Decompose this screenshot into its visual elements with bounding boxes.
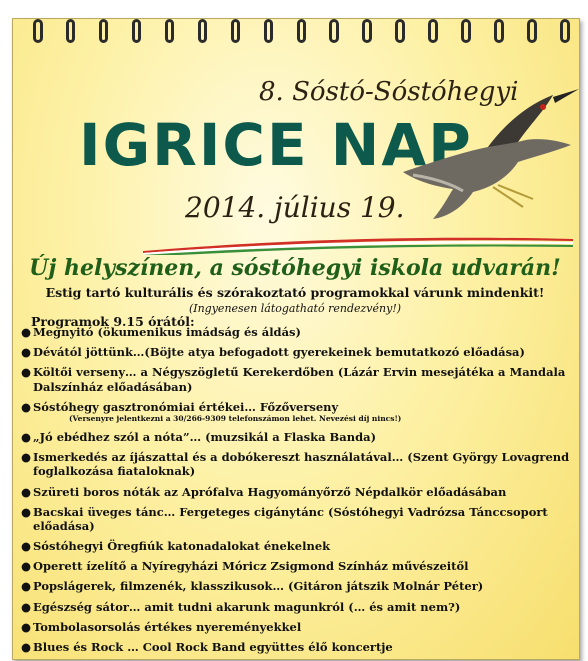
spiral-ring (231, 19, 241, 43)
program-subnote: (Versenyre jelentkezni a 30/266-9309 telefonszámon lehet. Nevezési díj nincs!) (69, 414, 402, 424)
bullet-icon: ● (21, 365, 32, 380)
programs-heading: Programok 9.15 órától: (31, 314, 195, 329)
program-text: Megnyitó (ökumenikus imádság és áldás) (33, 325, 301, 339)
event-subtitle: 8. Sóstó-Sóstóhegyi (259, 77, 519, 107)
free-entry-note: (Ingyenesen látogatható rendezvény!) (188, 302, 402, 315)
program-text: Egészség sátor… amit tudni akarunk magunkról (… és amit nem?) (33, 599, 461, 614)
program-item (21, 325, 571, 340)
spiral-ring (132, 19, 142, 43)
spiral-ring (428, 19, 438, 43)
program-item (21, 365, 571, 394)
bullet-icon: ● (21, 504, 32, 519)
bullet-icon: ● (21, 449, 32, 464)
spiral-ring (494, 19, 504, 43)
bullet-icon: ● (21, 579, 32, 594)
program-text: Dévától jöttünk…(Böjte atya befogadott gyerekeinek bemutatkozó előadása) (33, 345, 525, 360)
program-text: Bacskai üveges tánc… Fergeteges cigánytánc (Sóstóhegyi Vadrózsa Tánccsoport előadása) (33, 504, 548, 534)
program-item (21, 450, 571, 479)
bullet-icon: ● (21, 599, 32, 614)
program-item (21, 600, 571, 615)
event-title: IGRICE NAP (79, 111, 473, 179)
program-text: Popslágerek, filmzenék, klasszikusok… (Gitáron játszik Molnár Péter) (33, 579, 484, 594)
program-text: Költői verseny… a Négyszögletű Kerekerdőben (Lázár Ervin mesejátéka a Mandala Dalszínház előadásában) (33, 365, 566, 394)
program-text: Ismerkedés az íjászattal és a dobókereszt használatával… (Szent György Lovagrend foglalkozása fiataloknak) (33, 449, 570, 479)
spiral-ring (33, 19, 43, 43)
program-text: Sóstóhegyi Öregfiúk katonadalokat énekelnek (33, 539, 331, 554)
program-item (21, 485, 571, 500)
spiral-binding (33, 19, 580, 45)
program-item (21, 640, 571, 655)
program-item (21, 345, 571, 360)
program-item (21, 430, 571, 445)
bullet-icon: ● (21, 639, 32, 654)
spiral-ring (329, 19, 339, 43)
spiral-ring (461, 19, 471, 43)
spiral-ring (198, 19, 208, 43)
headline: Új helyszínen, a sóstóhegyi iskola udvarán! (29, 255, 561, 281)
program-item (21, 579, 571, 594)
program-text: Szüreti boros nóták az Aprófalva Hagyományőrző Népdalkör előadásában (33, 484, 507, 499)
program-text: Operett ízelítő a Nyíregyházi Móricz Zsigmond Színház művészeitől (33, 559, 469, 574)
spiral-ring (264, 19, 274, 43)
spiral-ring (395, 19, 405, 43)
program-item (21, 620, 571, 635)
bullet-icon: ● (21, 399, 32, 414)
bullet-icon: ● (21, 325, 32, 339)
bullet-icon: ● (21, 484, 32, 499)
spiral-ring (560, 19, 570, 43)
spiral-ring (297, 19, 307, 43)
program-text: Tombolasorsolás értékes nyereményekkel (33, 619, 302, 634)
program-text: „Jó ebédhez szól a nóta”… (muzsikál a Flaska Banda) (33, 429, 377, 444)
lead-text: Estig tartó kulturális és szórakoztató programokkal várunk mindenkit! (45, 285, 545, 300)
program-text: Sóstóhegy gasztronómiai értékei… Főzőverseny (33, 399, 339, 414)
spiral-ring (165, 19, 175, 43)
event-date: 2014. július 19. (185, 191, 405, 224)
spiral-ring (99, 19, 109, 43)
poster-page (12, 18, 580, 660)
program-item (21, 539, 571, 554)
bullet-icon: ● (21, 539, 32, 554)
spiral-ring (527, 19, 537, 43)
program-list (21, 325, 571, 660)
program-item (21, 559, 571, 574)
bullet-icon: ● (21, 345, 32, 360)
program-item (21, 400, 571, 425)
program-item (21, 505, 571, 534)
program-text: Blues és Rock … Cool Rock Band együttes élő koncertje (33, 639, 393, 654)
flag-ribbon-icon (143, 231, 573, 255)
bullet-icon: ● (21, 619, 32, 634)
bullet-icon: ● (21, 429, 32, 444)
spiral-ring (362, 19, 372, 43)
spiral-ring (66, 19, 76, 43)
heron-bird-icon (393, 67, 580, 227)
bullet-icon: ● (21, 559, 32, 574)
